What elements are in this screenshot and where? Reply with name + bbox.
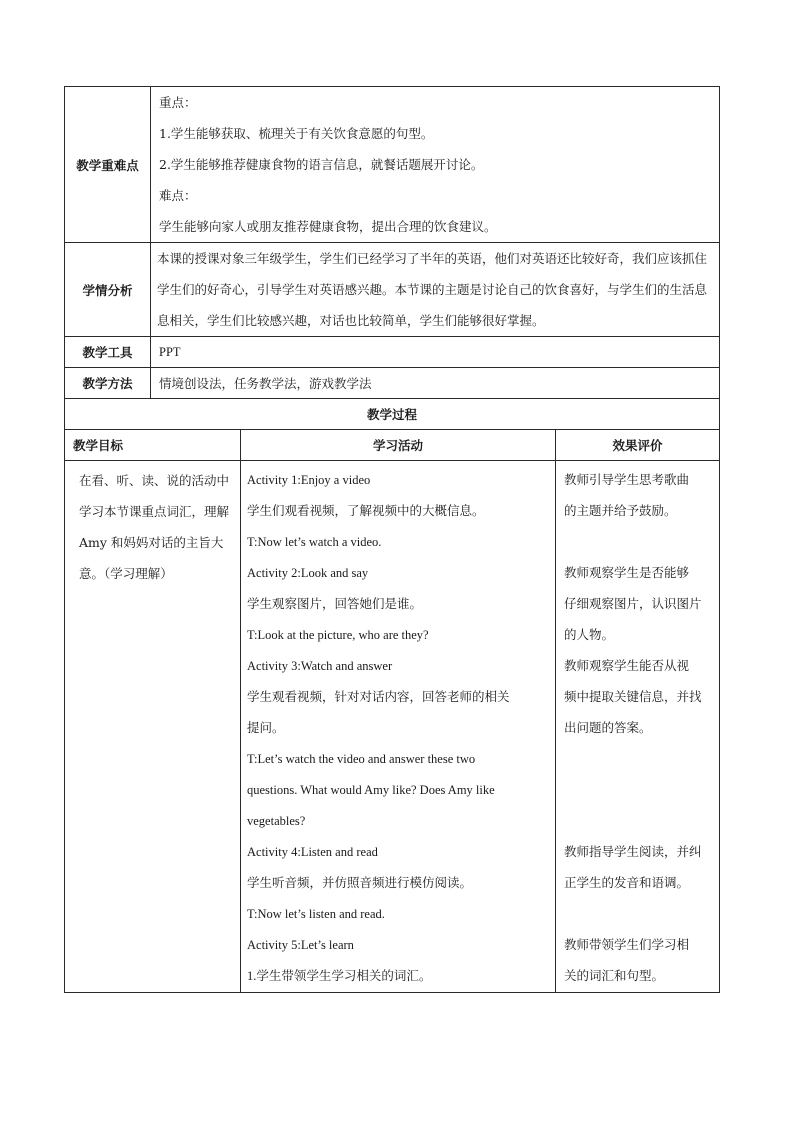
process-title: 教学过程 bbox=[65, 399, 720, 430]
tools-label: 教学工具 bbox=[65, 337, 151, 368]
evaluation-line bbox=[564, 806, 715, 837]
activity-line: Activity 4:Listen and read bbox=[247, 845, 378, 859]
evaluation-line: 的主题并给予鼓励。 bbox=[564, 504, 677, 518]
difficulty-content bbox=[151, 87, 720, 243]
tools-value: PPT bbox=[151, 337, 720, 368]
activity-line: 提问。 bbox=[247, 721, 285, 735]
evaluation-line: 频中提取关键信息，并找 bbox=[564, 690, 702, 704]
activity-line: T:Look at the picture, who are they? bbox=[247, 628, 429, 642]
evaluation-cell bbox=[556, 461, 720, 993]
evaluation-line: 正学生的发音和语调。 bbox=[564, 876, 690, 890]
difficulty-line: 学生能够向家人或朋友推荐健康食物，提出合理的饮食建议。 bbox=[159, 219, 497, 234]
activity-line: 学生听音频，并仿照音频进行模仿阅读。 bbox=[247, 876, 473, 890]
goal-cell: 在看、听、读、说的活动中学习本节课重点词汇，理解 Amy 和妈妈对话的主旨大意。（学习理解） bbox=[65, 461, 241, 993]
activity-cell bbox=[241, 461, 556, 993]
lesson-plan-table bbox=[64, 86, 720, 993]
activity-line: 学生们观看视频，了解视频中的大概信息。 bbox=[247, 504, 485, 518]
activity-line: 1.学生带领学生学习相关的词汇。 bbox=[247, 969, 432, 983]
evaluation-line: 的人物。 bbox=[564, 628, 615, 642]
activity-line: T:Let’s watch the video and answer these two bbox=[247, 752, 476, 766]
evaluation-line: 教师带领学生们学习相 bbox=[564, 938, 690, 952]
evaluation-line bbox=[564, 899, 715, 930]
difficulty-line: 难点： bbox=[159, 188, 197, 203]
activity-line: T:Now let’s listen and read. bbox=[247, 907, 385, 921]
activity-line: 学生观看视频，针对对话内容，回答老师的相关 bbox=[247, 690, 510, 704]
column-header-goal: 教学目标 bbox=[65, 430, 241, 461]
process-body-row bbox=[65, 461, 720, 993]
tools-row bbox=[65, 337, 720, 368]
methods-row bbox=[65, 368, 720, 399]
evaluation-line: 仔细观察图片，认识图片 bbox=[564, 597, 702, 611]
methods-label: 教学方法 bbox=[65, 368, 151, 399]
evaluation-line bbox=[564, 775, 715, 806]
activity-line: 学生观察图片，回答她们是谁。 bbox=[247, 597, 423, 611]
evaluation-line bbox=[564, 744, 715, 775]
evaluation-list bbox=[564, 465, 715, 992]
analysis-text: 本课的授课对象三年级学生，学生们已经学习了半年的英语，他们对英语还比较好奇，我们应该抓住学生们的好奇心，引导学生对英语感兴趣。本节课的主题是讨论自己的饮食喜好，与学生们的生活息息相关，学生们比较感兴趣，对话也比较简单，学生们能够很好掌握。 bbox=[151, 243, 720, 337]
difficulty-label: 教学重难点 bbox=[65, 87, 151, 243]
column-header-activity: 学习活动 bbox=[241, 430, 556, 461]
activity-line: T:Now let’s watch a video. bbox=[247, 535, 382, 549]
activity-list bbox=[247, 465, 551, 992]
difficulty-line: 重点： bbox=[159, 95, 197, 110]
evaluation-line: 出问题的答案。 bbox=[564, 721, 652, 735]
activity-line: Activity 3:Watch and answer bbox=[247, 659, 393, 673]
activity-line: Activity 2:Look and say bbox=[247, 566, 369, 580]
activity-line: questions. What would Amy like? Does Amy like bbox=[247, 783, 495, 797]
difficulty-line: 2.学生能够推荐健康食物的语言信息，就餐话题展开讨论。 bbox=[159, 157, 484, 172]
process-header-row bbox=[65, 430, 720, 461]
evaluation-line: 教师观察学生能否从视 bbox=[564, 659, 690, 673]
column-header-evaluation: 效果评价 bbox=[556, 430, 720, 461]
evaluation-line: 关的词汇和句型。 bbox=[564, 969, 665, 983]
activity-line: Activity 1:Enjoy a video bbox=[247, 473, 371, 487]
difficulty-row bbox=[65, 87, 720, 243]
analysis-label: 学情分析 bbox=[65, 243, 151, 337]
activity-line: vegetables? bbox=[247, 814, 306, 828]
evaluation-line: 教师观察学生是否能够 bbox=[564, 566, 690, 580]
evaluation-line bbox=[564, 527, 715, 558]
difficulty-line: 1.学生能够获取、梳理关于有关饮食意愿的句型。 bbox=[159, 126, 434, 141]
evaluation-line: 教师引导学生思考歌曲 bbox=[564, 473, 690, 487]
methods-value: 情境创设法，任务教学法，游戏教学法 bbox=[151, 368, 720, 399]
activity-line: Activity 5:Let’s learn bbox=[247, 938, 354, 952]
analysis-row bbox=[65, 243, 720, 337]
process-title-row bbox=[65, 399, 720, 430]
evaluation-line: 教师指导学生阅读，并纠 bbox=[564, 845, 702, 859]
